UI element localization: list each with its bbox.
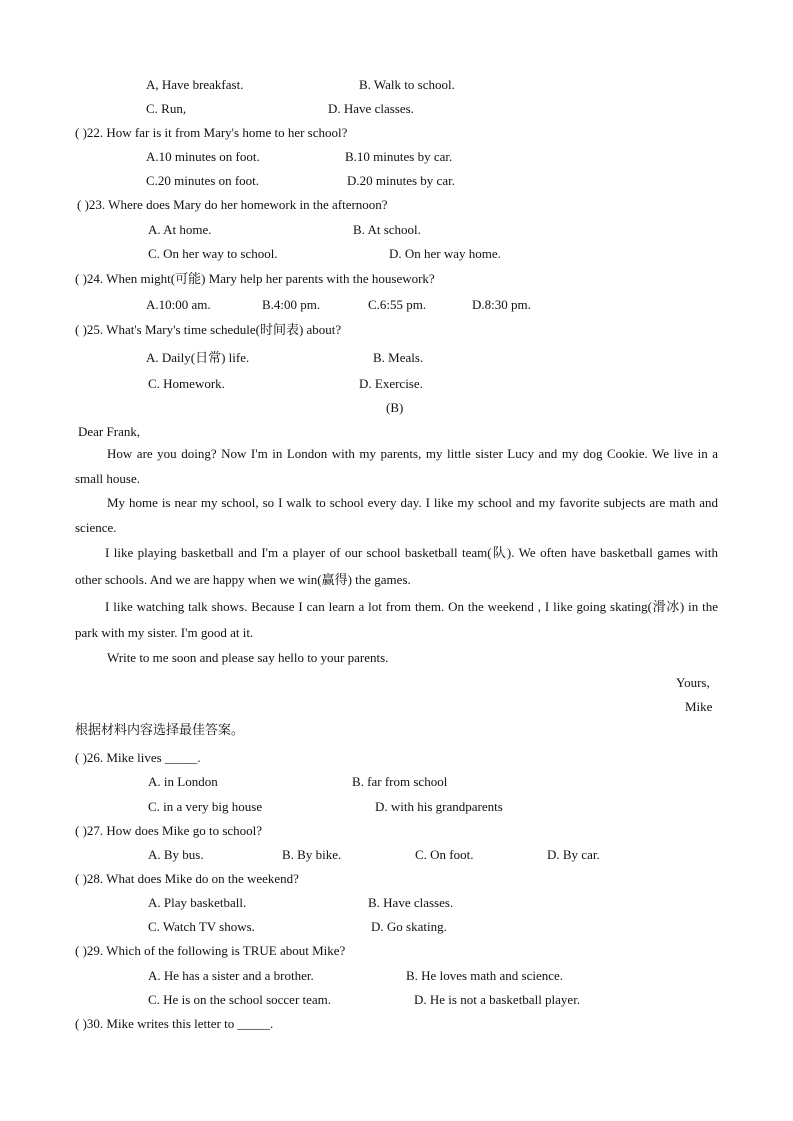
q26-option-d: D. with his grandparents [375, 799, 503, 814]
q24-option-a: A.10:00 am. [146, 297, 211, 312]
q29-option-a: A. He has a sister and a brother. [148, 968, 314, 983]
q24-option-d: D.8:30 pm. [472, 297, 531, 312]
q28-option-b: B. Have classes. [368, 895, 454, 910]
q27-option-c: C. On foot. [415, 847, 474, 862]
q25-stem: ( )25. What's Mary's time schedule(时间表) about? [75, 322, 342, 337]
q29-stem: ( )29. Which of the following is TRUE about Mike? [75, 943, 346, 958]
q29-option-c: C. He is on the school soccer team. [148, 992, 332, 1007]
q23-option-a: A. At home. [148, 222, 212, 237]
q26-stem: ( )26. Mike lives _____. [75, 750, 201, 765]
q29-option-d: D. He is not a basketball player. [414, 992, 581, 1007]
q23-option-c: C. On her way to school. [148, 246, 278, 261]
q22-stem: ( )22. How far is it from Mary's home to her school? [75, 125, 348, 140]
q23-option-b: B. At school. [353, 222, 421, 237]
q28-option-a: A. Play basketball. [148, 895, 247, 910]
q21-option-a: A, Have breakfast. [146, 77, 244, 92]
q25-option-a: A. Daily(日常) life. [146, 350, 250, 365]
q22-option-c: C.20 minutes on foot. [146, 173, 260, 188]
q26-option-b: B. far from school [352, 774, 448, 789]
q24-option-b: B.4:00 pm. [262, 297, 321, 312]
q25-option-c: C. Homework. [148, 376, 225, 391]
letter-salutation: Dear Frank, [78, 424, 141, 439]
q26-option-c: C. in a very big house [148, 799, 263, 814]
q25-option-d: D. Exercise. [359, 376, 423, 391]
q22-option-d: D.20 minutes by car. [347, 173, 455, 188]
letter-signature: Mike [685, 699, 713, 714]
q22-option-a: A.10 minutes on foot. [146, 149, 260, 164]
q27-option-b: B. By bike. [282, 847, 342, 862]
q27-stem: ( )27. How does Mike go to school? [75, 823, 263, 838]
letter-paragraph-1: How are you doing? Now I'm in London with my parents, my little sister Lucy and my dog Cookie. We live in a small house. [75, 446, 718, 486]
q21-option-c: C. Run, [146, 101, 187, 116]
q21-option-b: B. Walk to school. [359, 77, 455, 92]
q28-stem: ( )28. What does Mike do on the weekend? [75, 871, 299, 886]
letter-closing: Yours, [676, 675, 710, 690]
q27-option-a: A. By bus. [148, 847, 204, 862]
instruction-text: 根据材料内容选择最佳答案。 [75, 723, 245, 738]
letter-paragraph-4: I like watching talk shows. Because I can learn a lot from them. On the weekend , I like going skating(滑冰) in the park with my sister. I'm good at it. [75, 599, 718, 640]
q24-option-c: C.6:55 pm. [368, 297, 427, 312]
q23-stem: ( )23. Where does Mary do her homework in the afternoon? [77, 197, 388, 212]
q25-option-b: B. Meals. [373, 350, 424, 365]
letter-paragraph-3: I like playing basketball and I'm a player of our school basketball team(队). We often have basketball games with other schools. And we are happy when we win(赢得) the games. [75, 545, 718, 587]
q23-option-d: D. On her way home. [389, 246, 501, 261]
letter-paragraph-2: My home is near my school, so I walk to school every day. I like my school and my favorite subjects are math and science. [75, 495, 718, 535]
q24-stem: ( )24. When might(可能) Mary help her parents with the housework? [75, 271, 435, 286]
q29-option-b: B. He loves math and science. [406, 968, 564, 983]
q27-option-d: D. By car. [547, 847, 600, 862]
q26-option-a: A. in London [148, 774, 218, 789]
q30-stem: ( )30. Mike writes this letter to _____. [75, 1016, 274, 1031]
section-b-heading: (B) [386, 400, 404, 415]
q21-option-d: D. Have classes. [328, 101, 414, 116]
q22-option-b: B.10 minutes by car. [345, 149, 453, 164]
q28-option-d: D. Go skating. [371, 919, 447, 934]
q28-option-c: C. Watch TV shows. [148, 919, 255, 934]
letter-paragraph-5: Write to me soon and please say hello to your parents. [107, 650, 389, 665]
